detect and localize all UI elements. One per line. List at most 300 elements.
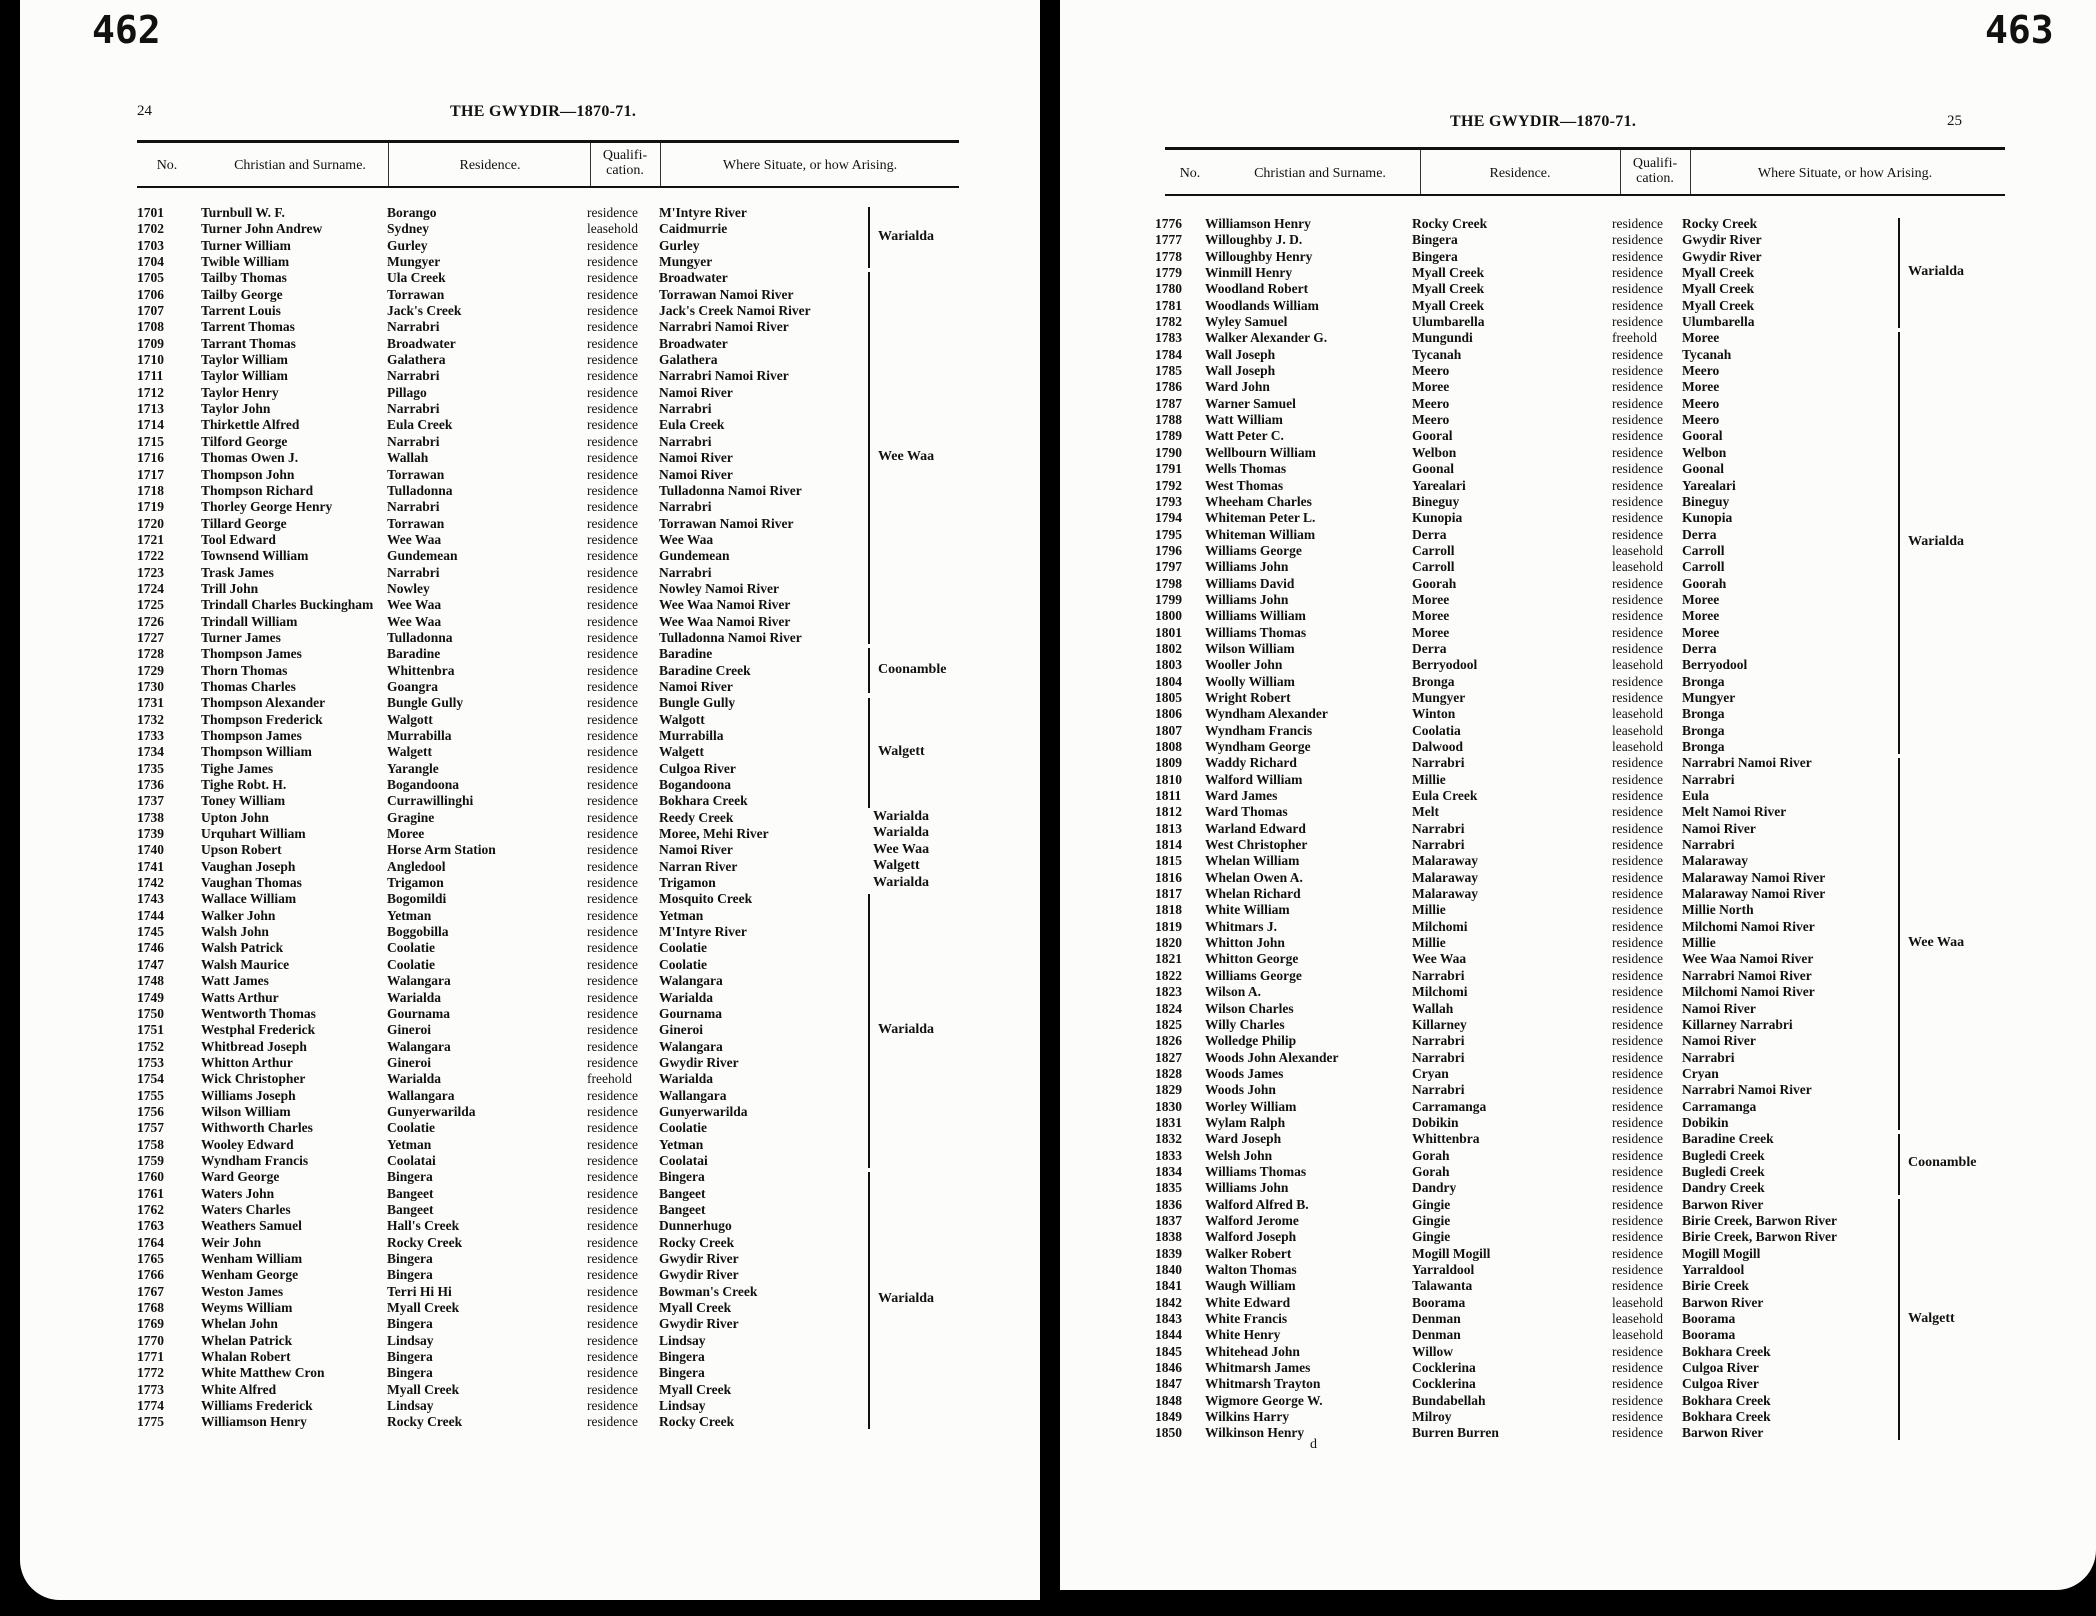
row-number: 1720 <box>137 515 164 531</box>
residence: Yarealari <box>1412 477 1466 493</box>
table-row <box>1155 641 2005 657</box>
table-row <box>137 434 957 450</box>
voter-name: Taylor John <box>201 401 271 417</box>
where-situate: Yarealari <box>1682 477 1736 493</box>
row-number: 1805 <box>1155 689 1182 705</box>
table-row <box>1155 657 2005 673</box>
residence: Tycanah <box>1412 346 1462 362</box>
row-number: 1705 <box>137 270 164 286</box>
where-situate: Boorama <box>1682 1311 1736 1327</box>
district-brace <box>868 648 870 693</box>
qualification: residence <box>1612 1278 1663 1294</box>
table-row <box>137 1251 957 1267</box>
residence: Bangeet <box>387 1185 434 1201</box>
residence: Narrabri <box>387 564 440 580</box>
table-row <box>1155 1376 2005 1392</box>
row-number: 1806 <box>1155 706 1182 722</box>
row-number: 1743 <box>137 891 164 907</box>
residence: Yetman <box>387 907 432 923</box>
row-number: 1755 <box>137 1087 164 1103</box>
voter-name: Whitmarsh James <box>1205 1360 1311 1376</box>
row-number: 1850 <box>1155 1425 1182 1441</box>
where-situate: Gournama <box>659 1005 723 1021</box>
where-situate: Barwon River <box>1682 1294 1764 1310</box>
table-row <box>137 1398 957 1414</box>
residence: Torrawan <box>387 286 445 302</box>
where-situate: Meero <box>1682 412 1720 428</box>
table-row <box>1155 1360 2005 1376</box>
row-number: 1793 <box>1155 493 1182 509</box>
table-row <box>137 695 957 711</box>
right-header-residence: Residence. <box>1489 166 1551 181</box>
right-page-number: 25 <box>1947 113 1962 129</box>
voter-name: Thorley George Henry <box>201 499 333 515</box>
residence: Boorama <box>1412 1294 1466 1310</box>
qualification: freehold <box>1612 330 1657 346</box>
residence: Bingera <box>387 1349 433 1365</box>
table-row <box>137 1365 957 1381</box>
residence: Gournama <box>387 1005 451 1021</box>
table-row <box>1155 249 2005 265</box>
table-row <box>137 548 957 564</box>
residence: Torrawan <box>387 466 445 482</box>
row-number: 1780 <box>1155 281 1182 297</box>
table-row <box>1155 281 2005 297</box>
table-row <box>1155 379 2005 395</box>
table-row <box>1155 1050 2005 1066</box>
voter-name: Whitbread Joseph <box>201 1038 307 1054</box>
qualification: residence <box>587 891 638 907</box>
row-number: 1715 <box>137 433 164 449</box>
qualification: residence <box>587 1103 638 1119</box>
qualification: residence <box>587 777 638 793</box>
row-number: 1845 <box>1155 1343 1182 1359</box>
table-row <box>1155 1033 2005 1049</box>
qualification: residence <box>1612 346 1663 362</box>
residence: Trigamon <box>387 875 444 891</box>
voter-name: Walton Thomas <box>1205 1262 1297 1277</box>
table-row <box>1155 1115 2005 1131</box>
qualification: residence <box>1612 640 1663 656</box>
right-folio: 463 <box>1985 8 2054 52</box>
residence: Cryan <box>1412 1065 1449 1081</box>
residence: Myall Creek <box>1412 265 1485 281</box>
voter-name: Wilkins Harry <box>1205 1409 1290 1425</box>
voter-name: Waters Charles <box>201 1201 291 1217</box>
qualification: residence <box>1612 232 1663 248</box>
where-situate: Narrabri <box>659 564 712 580</box>
where-situate: Tulladonna Namoi River <box>659 482 802 498</box>
residence: Narrabri <box>387 319 440 335</box>
qualification: residence <box>587 924 638 940</box>
row-number: 1843 <box>1155 1311 1182 1327</box>
qualification: residence <box>587 1152 638 1168</box>
table-row <box>137 499 957 515</box>
table-row <box>137 1186 957 1202</box>
qualification: residence <box>587 286 638 302</box>
where-situate: Moree <box>1682 608 1720 624</box>
residence: Dandry <box>1412 1180 1457 1196</box>
where-situate: Derra <box>1682 640 1717 656</box>
table-row <box>137 221 957 237</box>
residence: Gunyerwarilda <box>387 1103 476 1119</box>
row-number: 1802 <box>1155 640 1182 656</box>
voter-name: Williams George <box>1205 542 1302 558</box>
residence: Goonal <box>1412 461 1455 477</box>
residence: Bingera <box>387 1169 433 1185</box>
table-row <box>1155 755 2005 771</box>
where-situate: Gwydir River <box>659 1251 739 1266</box>
residence: Gorah <box>1412 1163 1450 1179</box>
qualification: residence <box>1612 575 1663 591</box>
where-situate: Gwydir River <box>659 1054 739 1070</box>
table-row <box>1155 1246 2005 1262</box>
qualification: residence <box>587 205 638 220</box>
where-situate: Killarney Narrabri <box>1682 1016 1793 1032</box>
left-page-number: 24 <box>137 103 152 119</box>
residence: Gingie <box>1412 1229 1451 1245</box>
where-situate: Wee Waa Namoi River <box>1682 951 1814 967</box>
table-row <box>137 924 957 940</box>
where-situate: Coolatie <box>659 1120 707 1136</box>
residence: Narrabri <box>1412 967 1465 983</box>
voter-name: Taylor William <box>201 368 288 384</box>
where-situate: Eula Creek <box>659 417 725 433</box>
voter-name: White William <box>1205 902 1290 918</box>
row-number: 1764 <box>137 1234 164 1250</box>
voter-name: White Henry <box>1205 1327 1281 1343</box>
where-situate: Narrabri Namoi River <box>1682 1082 1812 1098</box>
district-label: Warialda <box>1908 534 1965 549</box>
qualification: residence <box>1612 608 1663 624</box>
where-situate: Bugledi Creek <box>1682 1147 1765 1163</box>
row-number: 1804 <box>1155 673 1182 689</box>
district-brace <box>1898 1134 1900 1195</box>
qualification: residence <box>1612 444 1663 460</box>
voter-name: Woods John <box>1205 1082 1276 1098</box>
voter-name: White Francis <box>1205 1311 1288 1327</box>
row-number: 1725 <box>137 597 164 613</box>
qualification: leasehold <box>587 221 638 237</box>
row-number: 1820 <box>1155 935 1182 951</box>
table-row <box>1155 1197 2005 1213</box>
where-situate: Namoi River <box>659 450 733 466</box>
table-row <box>137 254 957 270</box>
residence: Myall Creek <box>387 1381 460 1397</box>
qualification: residence <box>1612 1016 1663 1032</box>
table-row <box>137 597 957 613</box>
row-number: 1702 <box>137 221 164 237</box>
table-row <box>137 1071 957 1087</box>
where-situate: M'Intyre River <box>659 205 747 220</box>
qualification: residence <box>587 1381 638 1397</box>
where-situate: Warialda <box>659 1071 714 1087</box>
voter-name: Wright Robert <box>1205 689 1291 705</box>
voter-name: Williams George <box>1205 967 1302 983</box>
voter-name: Weyms William <box>201 1300 293 1316</box>
qualification: residence <box>587 1038 638 1054</box>
voter-name: Waters John <box>201 1185 275 1201</box>
row-number: 1707 <box>137 303 164 319</box>
qualification: residence <box>587 368 638 384</box>
voter-name: Winmill Henry <box>1205 265 1293 281</box>
qualification: residence <box>587 482 638 498</box>
where-situate: M'Intyre River <box>659 924 747 940</box>
residence: Narrabri <box>1412 837 1465 853</box>
qualification: residence <box>1612 771 1663 787</box>
table-row <box>137 483 957 499</box>
table-row <box>1155 445 2005 461</box>
qualification: residence <box>587 793 638 809</box>
where-situate: Coolatie <box>659 940 707 956</box>
voter-name: Williams Thomas <box>1205 624 1307 640</box>
qualification: residence <box>587 646 638 662</box>
where-situate: Gwydir River <box>659 1267 739 1283</box>
residence: Tulladonna <box>387 629 453 645</box>
residence: Willow <box>1412 1343 1454 1359</box>
residence: Millie <box>1412 771 1446 787</box>
table-row <box>1155 510 2005 526</box>
row-number: 1727 <box>137 629 164 645</box>
table-row <box>1155 314 2005 330</box>
where-situate: Dunnerhugo <box>659 1218 732 1234</box>
voter-name: Whelan John <box>201 1316 278 1332</box>
where-situate: Berryodool <box>1682 657 1748 673</box>
qualification: residence <box>587 531 638 547</box>
right-header-divider <box>1620 150 1621 194</box>
row-number: 1836 <box>1155 1196 1182 1212</box>
voter-name: Woolly William <box>1205 673 1295 689</box>
district-label: Warialda <box>873 825 930 841</box>
qualification: freehold <box>587 1071 632 1087</box>
voter-name: Willoughby J. D. <box>1205 232 1303 248</box>
table-row <box>1155 396 2005 412</box>
qualification: residence <box>587 744 638 760</box>
voter-name: Whitmarsh Trayton <box>1205 1376 1321 1392</box>
qualification: residence <box>1612 363 1663 379</box>
residence: Bundabellah <box>1412 1392 1486 1408</box>
where-situate: Caidmurrie <box>659 221 728 237</box>
residence: Galathera <box>387 352 446 368</box>
voter-name: Thompson John <box>201 466 295 482</box>
where-situate: Gwydir River <box>659 1316 739 1332</box>
row-number: 1791 <box>1155 461 1182 477</box>
voter-name: Woods James <box>1205 1065 1284 1081</box>
footer-signature-mark: d <box>1310 1437 1317 1452</box>
row-number: 1832 <box>1155 1131 1182 1147</box>
where-situate: Ulumbarella <box>1682 314 1755 330</box>
residence: Bogomildi <box>387 891 447 907</box>
residence: Goangra <box>387 678 439 694</box>
residence: Torrawan <box>387 515 445 531</box>
voter-name: Williams Joseph <box>201 1087 296 1103</box>
residence: Moree <box>1412 624 1450 640</box>
table-row <box>137 712 957 728</box>
where-situate: Rocky Creek <box>659 1234 735 1250</box>
row-number: 1773 <box>137 1381 164 1397</box>
row-number: 1792 <box>1155 477 1182 493</box>
table-row <box>137 859 957 875</box>
residence: Milchomi <box>1412 984 1468 1000</box>
qualification: residence <box>1612 967 1663 983</box>
row-number: 1788 <box>1155 412 1182 428</box>
qualification: residence <box>587 548 638 564</box>
where-situate: Bronga <box>1682 722 1725 738</box>
qualification: residence <box>587 1120 638 1136</box>
residence: Wallah <box>387 450 429 466</box>
qualification: leasehold <box>1612 1294 1663 1310</box>
row-number: 1817 <box>1155 886 1182 902</box>
right-register-table <box>1155 216 2005 1442</box>
table-row <box>1155 739 2005 755</box>
qualification: residence <box>587 1251 638 1266</box>
where-situate: Moree <box>1682 379 1720 395</box>
where-situate: Namoi River <box>659 678 733 694</box>
residence: Denman <box>1412 1327 1461 1343</box>
residence: Coolatie <box>387 940 435 956</box>
row-number: 1768 <box>137 1300 164 1316</box>
qualification: residence <box>1612 902 1663 918</box>
row-number: 1718 <box>137 482 164 498</box>
where-situate: Yarraldool <box>1682 1262 1745 1277</box>
residence: Sydney <box>387 221 430 237</box>
qualification: residence <box>587 1234 638 1250</box>
table-row <box>137 1333 957 1349</box>
voter-name: Turner John Andrew <box>201 221 323 237</box>
where-situate: Narrabri <box>1682 771 1735 787</box>
row-number: 1716 <box>137 450 164 466</box>
residence: Rocky Creek <box>387 1414 463 1430</box>
where-situate: Myall Creek <box>1682 297 1755 313</box>
table-row <box>1155 1131 2005 1147</box>
district-label: Warialda <box>878 1291 935 1307</box>
residence: Yarraldool <box>1412 1262 1475 1277</box>
qualification: residence <box>587 1349 638 1365</box>
where-situate: Reedy Creek <box>659 809 734 825</box>
table-row <box>1155 461 2005 477</box>
table-row <box>137 761 957 777</box>
voter-name: Ward Joseph <box>1205 1131 1282 1147</box>
row-number: 1823 <box>1155 984 1182 1000</box>
table-row <box>137 581 957 597</box>
row-number: 1703 <box>137 237 164 253</box>
row-number: 1838 <box>1155 1229 1182 1245</box>
row-number: 1797 <box>1155 559 1182 575</box>
qualification: residence <box>587 907 638 923</box>
right-header-no: No. <box>1179 166 1201 181</box>
voter-name: Willoughby Henry <box>1205 248 1313 264</box>
table-row <box>137 875 957 891</box>
where-situate: Narrabri Namoi River <box>659 368 789 384</box>
voter-name: Wyndham George <box>1205 739 1311 754</box>
qualification: leasehold <box>1612 722 1663 738</box>
where-situate: Bingera <box>659 1365 705 1381</box>
qualification: residence <box>587 1136 638 1152</box>
row-number: 1745 <box>137 924 164 940</box>
where-situate: Gwydir River <box>1682 248 1762 264</box>
residence: Wallah <box>1412 1000 1454 1016</box>
right-top-rule <box>1165 147 2005 150</box>
left-header-where: Where Situate, or how Arising. <box>722 158 898 173</box>
qualification: residence <box>587 237 638 253</box>
row-number: 1774 <box>137 1398 164 1414</box>
district-brace <box>868 207 870 268</box>
qualification: residence <box>587 662 638 678</box>
residence: Bingera <box>1412 232 1458 248</box>
residence: Bingera <box>387 1365 433 1381</box>
row-number: 1732 <box>137 711 164 727</box>
right-header-qualification: Qualifi- cation. <box>1632 156 1678 186</box>
voter-name: Whelan Patrick <box>201 1332 293 1348</box>
where-situate: Coolatai <box>659 1152 708 1168</box>
residence: Warialda <box>387 1071 442 1087</box>
qualification: residence <box>1612 428 1663 444</box>
row-number: 1819 <box>1155 918 1182 934</box>
where-situate: Birie Creek <box>1682 1278 1749 1294</box>
where-situate: Meero <box>1682 363 1720 379</box>
district-label: Walgett <box>1908 1310 1955 1326</box>
row-number: 1769 <box>137 1316 164 1332</box>
row-number: 1794 <box>1155 510 1182 526</box>
table-row <box>137 1039 957 1055</box>
table-row <box>1155 772 2005 788</box>
row-number: 1783 <box>1155 330 1182 346</box>
voter-name: Whitton Arthur <box>201 1054 293 1070</box>
table-row <box>1155 494 2005 510</box>
qualification: residence <box>587 450 638 466</box>
residence: Myall Creek <box>1412 281 1485 297</box>
qualification: residence <box>587 1022 638 1038</box>
qualification: residence <box>587 499 638 515</box>
qualification: residence <box>1612 297 1663 313</box>
table-row <box>1155 576 2005 592</box>
voter-name: Wyndham Francis <box>201 1152 309 1168</box>
where-situate: Carroll <box>1682 559 1725 575</box>
row-number: 1746 <box>137 940 164 956</box>
qualification: residence <box>1612 510 1663 526</box>
table-row <box>137 744 957 760</box>
voter-name: Whitmars J. <box>1205 918 1277 934</box>
voter-name: Welsh John <box>1205 1147 1273 1163</box>
left-header-name: Christian and Surname. <box>234 158 366 173</box>
voter-name: Toney William <box>201 793 286 809</box>
qualification: residence <box>1612 1212 1663 1228</box>
district-brace <box>868 272 870 644</box>
residence: Narrabri <box>387 433 440 449</box>
qualification: residence <box>1612 265 1663 281</box>
residence: Broadwater <box>387 335 456 351</box>
voter-name: Waugh William <box>1205 1278 1296 1294</box>
voter-name: Whelan William <box>1205 853 1300 869</box>
table-row <box>137 793 957 809</box>
residence: Gurley <box>387 237 428 253</box>
qualification: residence <box>587 597 638 613</box>
voter-name: Turner William <box>201 237 291 253</box>
row-number: 1713 <box>137 401 164 417</box>
right-header-divider <box>1420 150 1421 194</box>
voter-name: Upson Robert <box>201 842 282 858</box>
district-label: Warialda <box>1908 264 1965 280</box>
where-situate: Wallangara <box>659 1087 727 1103</box>
residence: Eula Creek <box>1412 788 1478 804</box>
qualification: residence <box>587 1169 638 1185</box>
table-row <box>1155 216 2005 232</box>
district-label: Warialda <box>873 874 930 890</box>
residence: Meero <box>1412 412 1450 428</box>
row-number: 1847 <box>1155 1376 1182 1392</box>
where-situate: Bronga <box>1682 673 1725 689</box>
row-number: 1787 <box>1155 395 1182 411</box>
